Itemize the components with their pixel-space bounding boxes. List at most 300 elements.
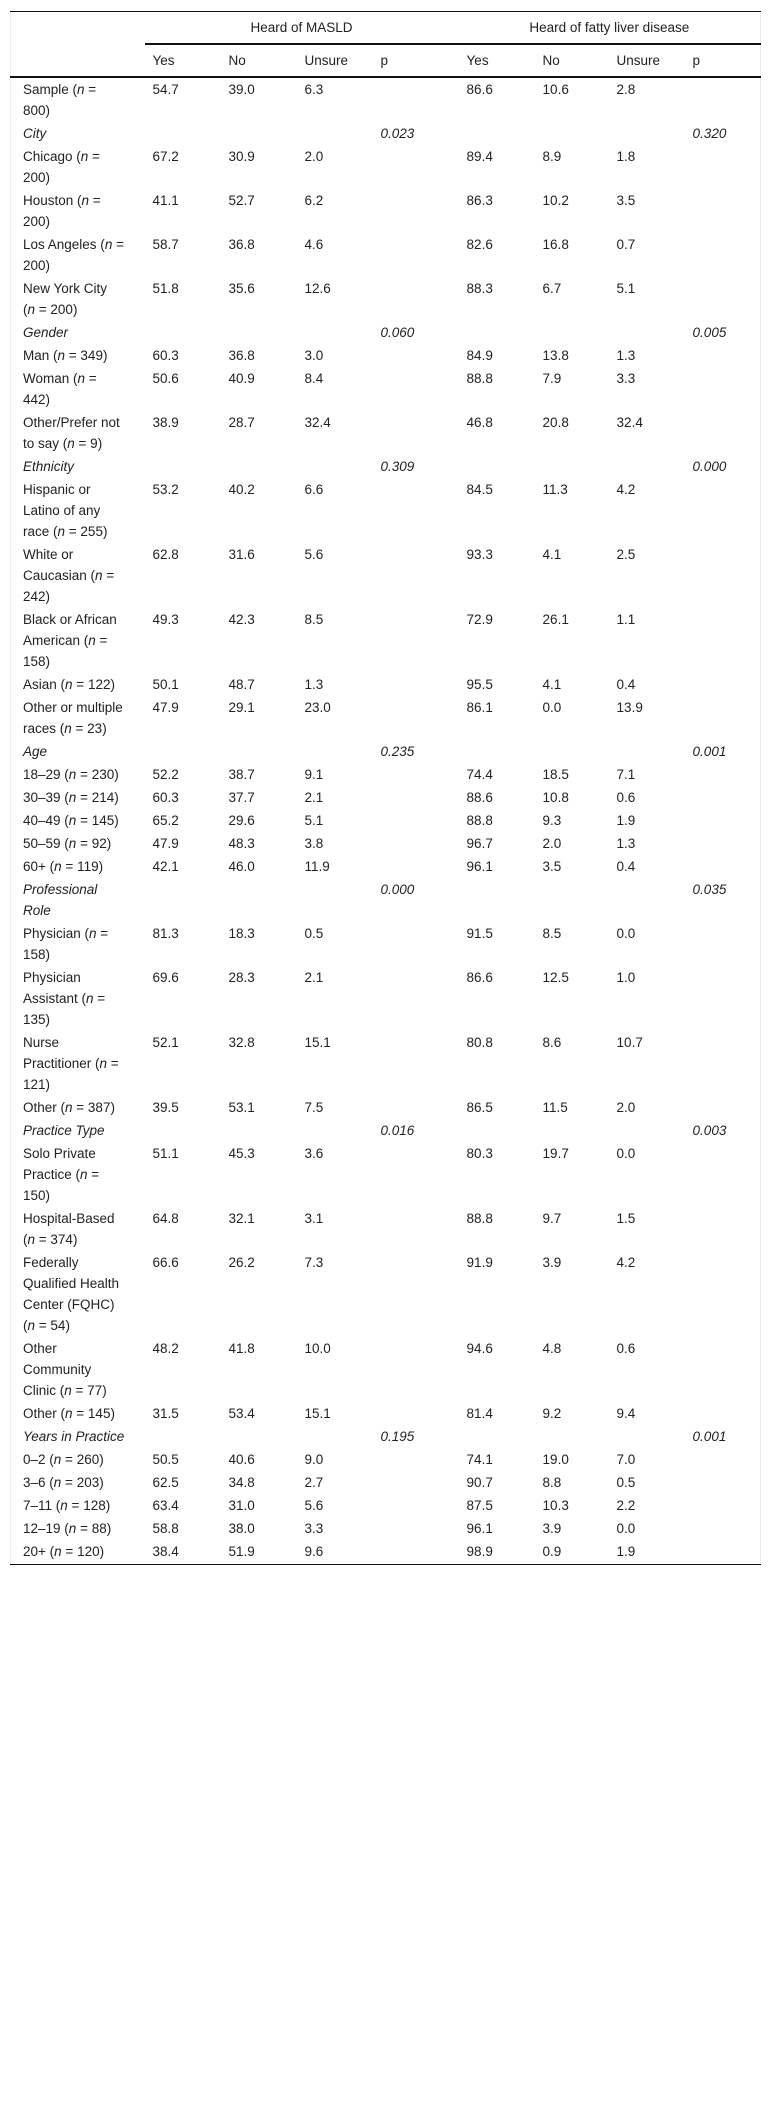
fatty-unsure-value: 1.0 bbox=[616, 970, 636, 985]
table-row bbox=[11, 1540, 761, 1565]
equals-sign: = bbox=[76, 767, 92, 782]
row-label bbox=[11, 608, 145, 673]
masld-unsure-value: 2.7 bbox=[304, 1475, 324, 1490]
n-symbol: n bbox=[95, 568, 103, 583]
sample-size: 800 bbox=[23, 103, 46, 118]
cell-empty bbox=[297, 321, 373, 344]
sample-size: 150 bbox=[23, 1188, 46, 1203]
equals-sign: = bbox=[102, 568, 115, 583]
row-label-text: 7–11 ( bbox=[23, 1498, 61, 1513]
row-label bbox=[11, 1031, 145, 1096]
n-symbol: n bbox=[68, 767, 77, 782]
table-row bbox=[11, 1494, 761, 1517]
n-symbol: n bbox=[53, 1475, 62, 1490]
masld-p-value bbox=[373, 189, 459, 233]
n-symbol: n bbox=[65, 677, 73, 692]
sample-size: 120 bbox=[77, 1544, 100, 1559]
masld-p-value bbox=[373, 543, 459, 608]
masld-unsure-value: 2.1 bbox=[304, 970, 324, 985]
masld-p-value bbox=[373, 786, 459, 809]
fatty-unsure-value: 3.5 bbox=[616, 193, 636, 208]
masld-yes-value: 66.6 bbox=[152, 1255, 179, 1270]
masld-p-value bbox=[373, 1207, 459, 1251]
fatty-yes-value: 86.3 bbox=[466, 193, 493, 208]
row-label bbox=[11, 922, 145, 966]
table-container bbox=[10, 11, 760, 1565]
row-label bbox=[11, 1494, 145, 1517]
n-symbol: n bbox=[64, 1383, 72, 1398]
close-paren: ) bbox=[98, 859, 104, 874]
equals-sign: = bbox=[72, 1100, 88, 1115]
row-label bbox=[11, 1142, 145, 1207]
fatty-p-value bbox=[685, 1448, 761, 1471]
table-row bbox=[11, 145, 761, 189]
equals-sign: = bbox=[96, 926, 109, 941]
table-row bbox=[11, 1517, 761, 1540]
header-blank bbox=[11, 12, 145, 45]
close-paren: ) bbox=[45, 392, 51, 407]
masld-yes-value: 64.8 bbox=[152, 1211, 179, 1226]
row-label bbox=[11, 832, 145, 855]
equals-sign: = bbox=[93, 991, 106, 1006]
masld-yes-value: 39.5 bbox=[152, 1100, 179, 1115]
masld-yes-value: 38.4 bbox=[152, 1544, 179, 1559]
fatty-unsure-value: 0.0 bbox=[616, 1146, 636, 1161]
cell-empty bbox=[535, 122, 609, 145]
fatty-p-value bbox=[685, 411, 761, 455]
fatty-yes-value: 82.6 bbox=[466, 237, 493, 252]
masld-yes-value: 47.9 bbox=[152, 700, 179, 715]
cell-empty bbox=[459, 321, 535, 344]
row-label-text: Other ( bbox=[23, 1100, 66, 1115]
row-label-text: Sample ( bbox=[23, 82, 78, 97]
sample-size: 230 bbox=[91, 767, 115, 782]
fatty-no-value: 9.2 bbox=[542, 1406, 562, 1421]
sample-size: 135 bbox=[23, 1012, 46, 1027]
row-label-text: Hispanic or Latino of any race ( bbox=[23, 482, 101, 539]
fatty-p-value bbox=[685, 1337, 761, 1402]
close-paren: ) bbox=[106, 1521, 112, 1536]
equals-sign: = bbox=[61, 1452, 77, 1467]
n-symbol: n bbox=[68, 1521, 77, 1536]
masld-unsure-value: 2.1 bbox=[304, 790, 324, 805]
row-label-text: 30–39 ( bbox=[23, 790, 69, 805]
row-label bbox=[11, 809, 145, 832]
masld-p-value bbox=[373, 832, 459, 855]
masld-no-value: 40.9 bbox=[228, 371, 255, 386]
masld-no-value: 36.8 bbox=[228, 348, 255, 363]
table-row bbox=[11, 1448, 761, 1471]
table-row bbox=[11, 1337, 761, 1402]
column-header-row bbox=[11, 44, 761, 77]
close-paren: ) bbox=[45, 1077, 51, 1092]
masld-p-value bbox=[373, 809, 459, 832]
cell-empty bbox=[221, 1425, 297, 1448]
masld-p-value: 0.023 bbox=[380, 126, 415, 141]
row-label bbox=[11, 1517, 145, 1540]
row-label-text: 3–6 ( bbox=[23, 1475, 54, 1490]
cell-empty bbox=[145, 321, 221, 344]
cell-empty bbox=[535, 321, 609, 344]
fatty-unsure-value: 1.9 bbox=[616, 813, 636, 828]
group-label: Age bbox=[23, 744, 48, 759]
sample-size: 349 bbox=[80, 348, 103, 363]
masld-yes-value: 62.5 bbox=[152, 1475, 179, 1490]
n-symbol: n bbox=[89, 926, 97, 941]
fatty-p-value bbox=[685, 1494, 761, 1517]
fatty-no-value: 4.1 bbox=[542, 677, 562, 692]
n-symbol: n bbox=[65, 1406, 73, 1421]
fatty-p-value bbox=[685, 1096, 761, 1119]
row-label-text: Physician ( bbox=[23, 926, 90, 941]
fatty-p-value bbox=[685, 696, 761, 740]
masld-unsure-value: 0.5 bbox=[304, 926, 324, 941]
sample-size: 255 bbox=[80, 524, 103, 539]
fatty-yes-value: 88.8 bbox=[466, 813, 493, 828]
masld-no-value: 42.3 bbox=[228, 612, 255, 627]
sample-size: 260 bbox=[76, 1452, 100, 1467]
fatty-no-value: 6.7 bbox=[542, 281, 562, 296]
row-label-text: White or Caucasian ( bbox=[23, 547, 96, 583]
row-label-text: Man ( bbox=[23, 348, 58, 363]
sample-size: 121 bbox=[23, 1077, 46, 1092]
fatty-no-value: 8.9 bbox=[542, 149, 562, 164]
fatty-yes-value: 46.8 bbox=[466, 415, 493, 430]
fatty-no-value: 10.6 bbox=[542, 82, 569, 97]
equals-sign: = bbox=[35, 1318, 51, 1333]
fatty-yes-value: 91.9 bbox=[466, 1255, 493, 1270]
masld-no-value: 52.7 bbox=[228, 193, 255, 208]
masld-unsure-value: 8.4 bbox=[304, 371, 324, 386]
masld-unsure-value: 5.6 bbox=[304, 1498, 324, 1513]
masld-p-value bbox=[373, 277, 459, 321]
masld-no-value: 31.6 bbox=[228, 547, 255, 562]
masld-no-value: 35.6 bbox=[228, 281, 255, 296]
masld-no-value: 48.7 bbox=[228, 677, 255, 692]
sample-size: 54 bbox=[50, 1318, 66, 1333]
fatty-unsure-value: 13.9 bbox=[616, 700, 643, 715]
sample-size: 374 bbox=[50, 1232, 73, 1247]
fatty-p-value bbox=[685, 855, 761, 878]
fatty-unsure-value: 0.6 bbox=[616, 790, 636, 805]
col-header-fatty-unsure: Unsure bbox=[609, 44, 685, 77]
table-row bbox=[11, 543, 761, 608]
masld-yes-value: 58.8 bbox=[152, 1521, 179, 1536]
cell-empty bbox=[221, 878, 297, 922]
cell-empty bbox=[535, 1425, 609, 1448]
table-row bbox=[11, 966, 761, 1031]
fatty-unsure-value: 0.5 bbox=[616, 1475, 636, 1490]
fatty-yes-value: 96.7 bbox=[466, 836, 493, 851]
equals-sign: = bbox=[85, 371, 97, 386]
sample-size: 200 bbox=[23, 214, 46, 229]
masld-p-value bbox=[373, 1337, 459, 1402]
close-paren: ) bbox=[105, 1498, 111, 1513]
close-paren: ) bbox=[45, 258, 51, 273]
sample-size: 23 bbox=[87, 721, 103, 736]
fatty-p-value bbox=[685, 1517, 761, 1540]
row-label-text: New York City ( bbox=[23, 281, 108, 317]
cell-empty bbox=[459, 1119, 535, 1142]
close-paren: ) bbox=[106, 836, 112, 851]
n-symbol: n bbox=[81, 193, 90, 208]
fatty-p-value bbox=[685, 786, 761, 809]
masld-yes-value: 69.6 bbox=[152, 970, 179, 985]
masld-unsure-value: 15.1 bbox=[304, 1035, 331, 1050]
equals-sign: = bbox=[61, 859, 78, 874]
fatty-p-value bbox=[685, 1540, 761, 1565]
fatty-yes-value: 80.3 bbox=[466, 1146, 493, 1161]
fatty-unsure-value: 0.7 bbox=[616, 237, 636, 252]
masld-p-value bbox=[373, 1402, 459, 1425]
row-label bbox=[11, 673, 145, 696]
cell-empty bbox=[459, 878, 535, 922]
sample-size: 158 bbox=[23, 947, 46, 962]
fatty-yes-value: 72.9 bbox=[466, 612, 493, 627]
masld-p-value bbox=[373, 608, 459, 673]
equals-sign: = bbox=[65, 524, 81, 539]
fatty-yes-value: 93.3 bbox=[466, 547, 493, 562]
cell-empty bbox=[297, 122, 373, 145]
row-label-text: 18–29 ( bbox=[23, 767, 69, 782]
masld-p-value bbox=[373, 966, 459, 1031]
fatty-yes-value: 88.8 bbox=[466, 371, 493, 386]
masld-yes-value: 50.6 bbox=[152, 371, 179, 386]
cell-empty bbox=[609, 122, 685, 145]
masld-unsure-value: 8.5 bbox=[304, 612, 324, 627]
table-row bbox=[11, 608, 761, 673]
table-row bbox=[11, 696, 761, 740]
masld-yes-value: 53.2 bbox=[152, 482, 179, 497]
fatty-p-value bbox=[685, 233, 761, 277]
masld-yes-value: 58.7 bbox=[152, 237, 179, 252]
fatty-no-value: 0.0 bbox=[542, 700, 562, 715]
n-symbol: n bbox=[88, 633, 96, 648]
group-label: Years in Practice bbox=[23, 1429, 125, 1444]
equals-sign: = bbox=[89, 193, 101, 208]
sample-size: 92 bbox=[91, 836, 107, 851]
fatty-no-value: 19.0 bbox=[542, 1452, 569, 1467]
row-label bbox=[11, 1251, 145, 1337]
table-row bbox=[11, 763, 761, 786]
masld-yes-value: 60.3 bbox=[152, 790, 179, 805]
table-row bbox=[11, 673, 761, 696]
close-paren: ) bbox=[45, 589, 51, 604]
row-label-text: Houston ( bbox=[23, 193, 82, 208]
cell-empty bbox=[145, 455, 221, 478]
row-label bbox=[11, 696, 145, 740]
table-body bbox=[11, 77, 761, 1565]
n-symbol: n bbox=[68, 813, 77, 828]
masld-no-value: 40.2 bbox=[228, 482, 255, 497]
sample-size: 122 bbox=[87, 677, 111, 692]
masld-p-value bbox=[373, 1251, 459, 1337]
sample-size: 203 bbox=[76, 1475, 100, 1490]
table-row bbox=[11, 411, 761, 455]
group-label: Gender bbox=[23, 325, 69, 340]
sample-size: 128 bbox=[83, 1498, 106, 1513]
row-label-text: Other/Prefer not to say ( bbox=[23, 415, 120, 451]
fatty-yes-value: 84.9 bbox=[466, 348, 493, 363]
group-header-row bbox=[11, 740, 761, 763]
fatty-p-value: 0.000 bbox=[692, 459, 727, 474]
masld-yes-value: 60.3 bbox=[152, 348, 179, 363]
fatty-p-value bbox=[685, 367, 761, 411]
cell-empty bbox=[459, 740, 535, 763]
fatty-p-value bbox=[685, 189, 761, 233]
row-label bbox=[11, 786, 145, 809]
masld-no-value: 38.7 bbox=[228, 767, 255, 782]
equals-sign: = bbox=[72, 1406, 88, 1421]
n-symbol: n bbox=[77, 82, 85, 97]
row-label-text: Other or multiple races ( bbox=[23, 700, 123, 736]
fatty-no-value: 13.8 bbox=[542, 348, 569, 363]
row-label bbox=[11, 1337, 145, 1402]
masld-unsure-value: 7.5 bbox=[304, 1100, 324, 1115]
fatty-no-value: 11.3 bbox=[542, 482, 568, 497]
masld-p-value bbox=[373, 673, 459, 696]
fatty-unsure-value: 0.0 bbox=[616, 926, 636, 941]
table-row bbox=[11, 1251, 761, 1337]
group-header-row bbox=[11, 878, 761, 922]
table-row bbox=[11, 1142, 761, 1207]
row-label-text: Physician Assistant ( bbox=[23, 970, 87, 1006]
masld-unsure-value: 3.1 bbox=[304, 1211, 324, 1226]
masld-p-value bbox=[373, 1096, 459, 1119]
fatty-no-value: 0.9 bbox=[542, 1544, 562, 1559]
sample-size: 9 bbox=[90, 436, 98, 451]
n-symbol: n bbox=[67, 436, 75, 451]
table-row bbox=[11, 1096, 761, 1119]
table-row bbox=[11, 277, 761, 321]
masld-p-value bbox=[373, 77, 459, 122]
fatty-p-value bbox=[685, 478, 761, 543]
table-row bbox=[11, 344, 761, 367]
masld-p-value bbox=[373, 411, 459, 455]
masld-yes-value: 38.9 bbox=[152, 415, 179, 430]
equals-sign: = bbox=[67, 1498, 84, 1513]
row-label-text: Federally Qualified Health Center (FQHC) ( bbox=[23, 1255, 120, 1333]
fatty-unsure-value: 2.5 bbox=[616, 547, 636, 562]
sample-size: 200 bbox=[50, 302, 73, 317]
fatty-no-value: 11.5 bbox=[542, 1100, 568, 1115]
n-symbol: n bbox=[68, 836, 77, 851]
n-symbol: n bbox=[53, 1452, 62, 1467]
equals-sign: = bbox=[76, 790, 92, 805]
table-row bbox=[11, 855, 761, 878]
masld-yes-value: 42.1 bbox=[152, 859, 179, 874]
row-label bbox=[11, 966, 145, 1031]
masld-no-value: 37.7 bbox=[228, 790, 255, 805]
col-header-masld-unsure: Unsure bbox=[297, 44, 373, 77]
row-label bbox=[11, 1402, 145, 1425]
cell-empty bbox=[609, 1119, 685, 1142]
fatty-no-value: 7.9 bbox=[542, 371, 562, 386]
fatty-no-value: 20.8 bbox=[542, 415, 569, 430]
close-paren: ) bbox=[102, 348, 108, 363]
masld-p-value bbox=[373, 367, 459, 411]
n-symbol: n bbox=[80, 1167, 88, 1182]
row-label-text: 20+ ( bbox=[23, 1544, 55, 1559]
close-paren: ) bbox=[114, 813, 119, 828]
masld-unsure-value: 32.4 bbox=[304, 415, 331, 430]
masld-yes-value: 52.1 bbox=[152, 1035, 179, 1050]
row-label-text: Nurse Practitioner ( bbox=[23, 1035, 100, 1071]
row-label-text: Other Community Clinic ( bbox=[23, 1341, 92, 1398]
masld-no-value: 48.3 bbox=[228, 836, 255, 851]
fatty-no-value: 3.9 bbox=[542, 1255, 562, 1270]
masld-no-value: 53.1 bbox=[228, 1100, 255, 1115]
masld-unsure-value: 6.2 bbox=[304, 193, 324, 208]
equals-sign: = bbox=[71, 1383, 88, 1398]
fatty-p-value bbox=[685, 1251, 761, 1337]
masld-p-value bbox=[373, 1031, 459, 1096]
masld-unsure-value: 10.0 bbox=[304, 1341, 331, 1356]
table-row bbox=[11, 1207, 761, 1251]
masld-unsure-value: 1.3 bbox=[304, 677, 324, 692]
n-symbol: n bbox=[27, 1318, 36, 1333]
sample-size: 442 bbox=[23, 392, 46, 407]
masld-unsure-value: 9.1 bbox=[304, 767, 324, 782]
equals-sign: = bbox=[76, 1521, 92, 1536]
masld-p-value bbox=[373, 344, 459, 367]
cell-empty bbox=[297, 1425, 373, 1448]
equals-sign: = bbox=[112, 237, 124, 252]
fatty-yes-value: 87.5 bbox=[466, 1498, 493, 1513]
row-label bbox=[11, 1540, 145, 1565]
masld-yes-value: 49.3 bbox=[152, 612, 179, 627]
masld-p-value bbox=[373, 145, 459, 189]
n-symbol: n bbox=[60, 1498, 68, 1513]
row-label-text: Asian ( bbox=[23, 677, 66, 692]
fatty-yes-value: 86.6 bbox=[466, 82, 493, 97]
close-paren: ) bbox=[45, 103, 51, 118]
fatty-yes-value: 86.1 bbox=[466, 700, 493, 715]
n-symbol: n bbox=[104, 237, 113, 252]
row-label bbox=[11, 367, 145, 411]
close-paren: ) bbox=[45, 1012, 51, 1027]
fatty-p-value bbox=[685, 832, 761, 855]
masld-no-value: 45.3 bbox=[228, 1146, 255, 1161]
col-header-masld-yes: Yes bbox=[145, 44, 221, 77]
fatty-p-value bbox=[685, 608, 761, 673]
masld-yes-value: 47.9 bbox=[152, 836, 179, 851]
masld-unsure-value: 9.0 bbox=[304, 1452, 324, 1467]
cell-empty bbox=[297, 455, 373, 478]
fatty-unsure-value: 3.3 bbox=[616, 371, 636, 386]
masld-no-value: 26.2 bbox=[228, 1255, 255, 1270]
masld-unsure-value: 15.1 bbox=[304, 1406, 331, 1421]
fatty-unsure-value: 0.4 bbox=[616, 859, 636, 874]
equals-sign: = bbox=[87, 1167, 100, 1182]
cell-empty bbox=[535, 455, 609, 478]
row-label-text: 60+ ( bbox=[23, 859, 55, 874]
row-label bbox=[11, 145, 145, 189]
equals-sign: = bbox=[65, 348, 81, 363]
row-label-text: Chicago ( bbox=[23, 149, 81, 164]
masld-p-value bbox=[373, 1448, 459, 1471]
group-header-row bbox=[11, 321, 761, 344]
fatty-unsure-value: 5.1 bbox=[616, 281, 636, 296]
masld-unsure-value: 11.9 bbox=[304, 859, 330, 874]
fatty-no-value: 8.6 bbox=[542, 1035, 562, 1050]
group-label: Practice Type bbox=[23, 1123, 105, 1138]
fatty-unsure-value: 4.2 bbox=[616, 482, 636, 497]
n-symbol: n bbox=[57, 348, 66, 363]
table-row bbox=[11, 478, 761, 543]
close-paren: ) bbox=[45, 170, 51, 185]
row-label bbox=[11, 1471, 145, 1494]
